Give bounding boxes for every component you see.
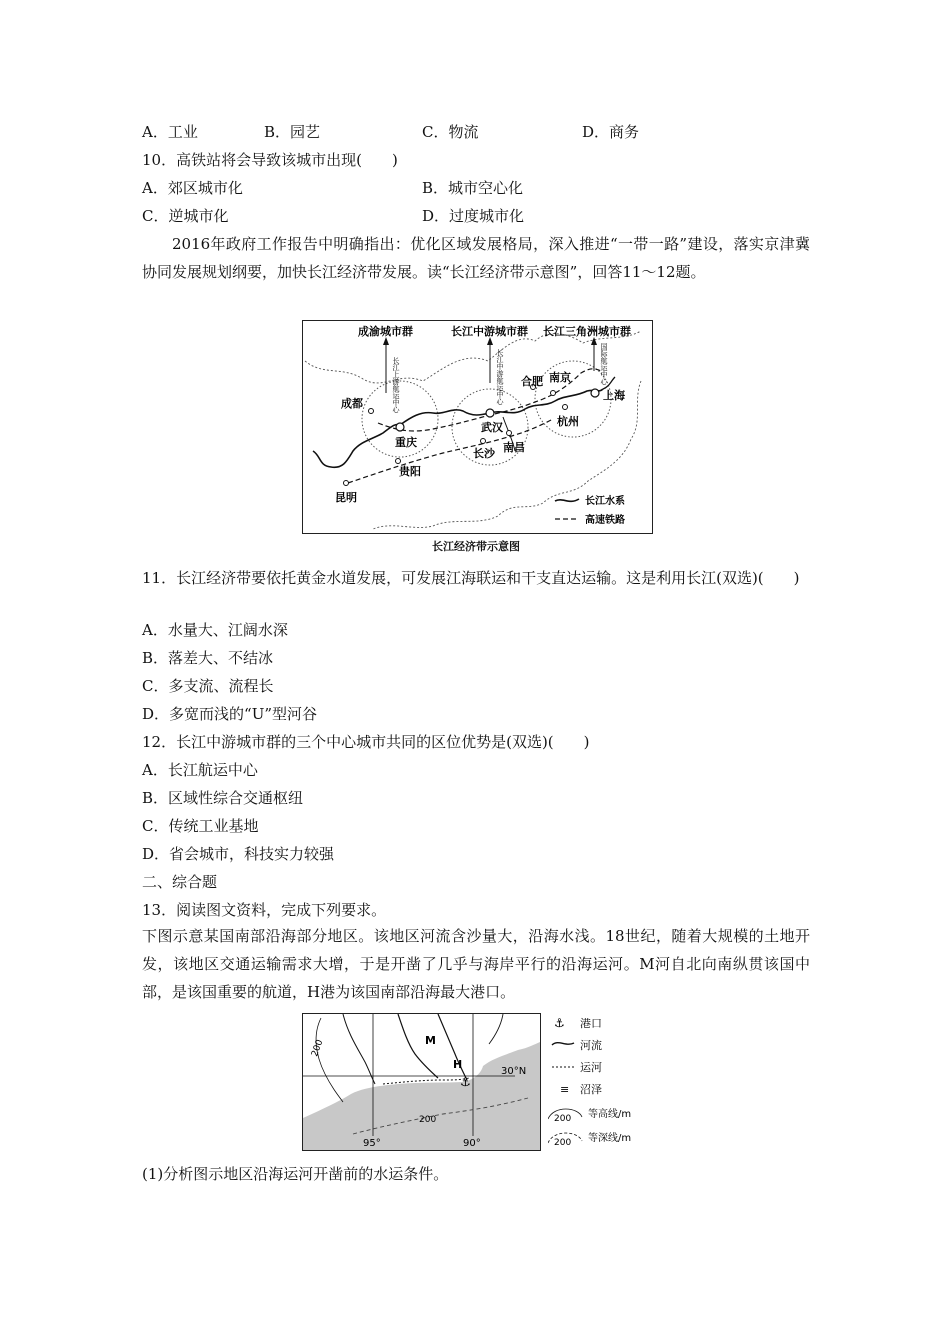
legend-contour-num: 200 [554,1114,572,1124]
q9-option-d: D．商务 [582,123,640,141]
marsh-icon: ≡ [560,1083,570,1096]
legend-depth: 等深线/m [588,1133,632,1144]
section-2-heading: 二、综合题 [142,873,218,891]
q10-stem: 10．高铁站将会导致该城市出现( ) [142,151,398,169]
q11-option-d: D．多宽而浅的“U”型河谷 [142,705,318,723]
label-chengyu: 成渝城市群 [358,325,413,338]
legend-port: 港口 [580,1017,602,1030]
q11-stem: 11．长江经济带要依托黄金水道发展，可发展江海联运和干支直达运输。这是利用长江(双选)( ) [142,569,800,587]
legend-rail: 高速铁路 [585,515,625,526]
q11-option-a: A．水量大、江阔水深 [142,621,288,639]
legend-marsh: 沼泽 [580,1083,602,1096]
label-90: 90° [463,1138,481,1149]
q12-option-b: B．区域性综合交通枢纽 [142,789,304,807]
q10-option-c: C．逆城市化 [142,207,229,225]
legend-contour: 等高线/m [588,1109,632,1120]
map1-caption: 长江经济带示意图 [432,540,520,553]
q12-option-c: C．传统工业基地 [142,817,259,835]
coast-map [302,1013,541,1151]
city-nanchang: 南昌 [503,441,525,454]
q10-option-a: A．郊区城市化 [142,179,243,197]
legend-depth-num: 200 [554,1138,572,1148]
q11-option-c: C．多支流、流程长 [142,677,274,695]
legend-port-icon: ⚓ [554,1016,565,1030]
label-m: M [425,1034,436,1047]
city-nanjing: 南京 [549,371,571,384]
city-changsha: 长沙 [473,447,495,460]
label-center-middle: 长江中游航运中心 [496,349,504,405]
q10-option-b: B．城市空心化 [422,179,524,197]
city-chengdu: 成都 [341,397,363,410]
q13-stem: 13．阅读图文资料，完成下列要求。 [142,901,387,919]
city-guiyang: 贵阳 [399,465,421,478]
label-depth-200: 200 [419,1115,437,1125]
q9-option-b: B．园艺 [264,123,321,141]
city-hefei: 合肥 [521,375,543,388]
legend-river: 长江水系 [585,496,625,507]
q12-stem: 12．长江中游城市群的三个中心城市共同的区位优势是(双选)( ) [142,733,590,751]
legend-canal: 运河 [580,1061,602,1074]
q13-text: 下图示意某国南部沿海部分地区。该地区河流含沙量大，沿海水浅。18世纪，随着大规模的土地开发，该地区交通运输需求大增，于是开凿了几乎与海岸平行的沿海运河。M河自北向南纵贯该国中部，是该国重要的航道，H港为该国南部沿海最大港口。 [142,927,810,1001]
city-wuhan: 武汉 [481,421,503,434]
port-icon: ⚓ [460,1075,471,1089]
label-30n: 30°N [501,1066,527,1077]
city-hangzhou: 杭州 [557,415,579,428]
city-chongqing: 重庆 [395,436,417,449]
city-shanghai: 上海 [603,389,625,402]
legend-river2: 河流 [580,1039,602,1052]
q13-sub1: (1)分析图示地区沿海运河开凿前的水运条件。 [142,1165,449,1183]
label-95: 95° [363,1138,381,1149]
q12-option-a: A．长江航运中心 [142,761,258,779]
label-zhongyou: 长江中游城市群 [451,325,528,338]
intro-11-12: 2016年政府工作报告中明确指出：优化区域发展格局，深入推进“一带一路”建设，落实京津冀协同发展规划纲要，加快长江经济带发展。读“长江经济带示意图”，回答11～12题。 [142,235,810,281]
label-center-intl: 国际航运中心 [600,343,608,385]
q9-option-c: C．物流 [422,123,479,141]
label-h: H [453,1058,463,1071]
label-sanjiaozhou: 长江三角洲城市群 [543,325,631,338]
q10-option-d: D．过度城市化 [422,207,525,225]
coast-map-legend [548,1013,658,1153]
label-center-upper: 长江上游航运中心 [392,357,400,413]
q11-option-b: B．落差大、不结冰 [142,649,274,667]
q9-option-a: A．工业 [142,123,198,141]
q12-option-d: D．省会城市，科技实力较强 [142,845,335,863]
label-contour-200: 200 [310,1038,326,1059]
city-kunming: 昆明 [335,491,357,504]
yangtze-map [302,320,653,534]
